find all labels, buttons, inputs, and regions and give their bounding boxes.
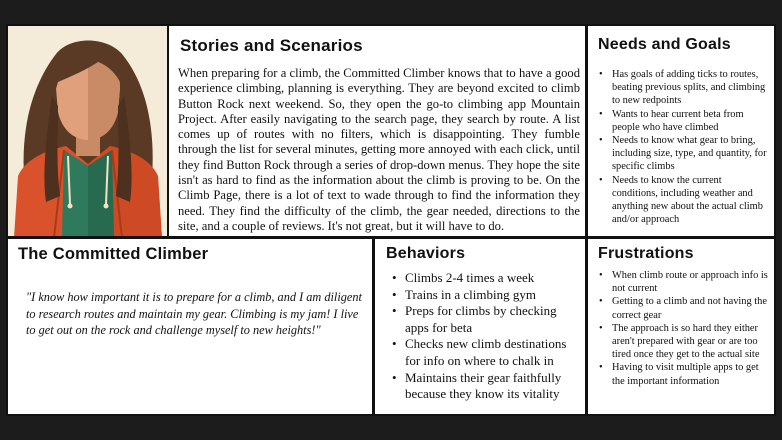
stories-body: When preparing for a climb, the Committed Climber knows that to have a good experience climbing, planning is everything. They are beyond excited to climb Button Rock next weekend. So, they open the go-to climbing app Mountain Project. After easily navigating to the search page, they search by route. A list comes up of routes with no filters, which is disappointing. They fumble through the list for several minutes, getting more annoyed with each click, until they find Button Rock through a series of drop-down menus. They hope the site isn't as hard to find as the information about the climb is proving to be. On the Climb Page, there is a lot of text to wade through to find the information they need. They find the difficulty of the climb, the gear needed, directions to the site, and a couple of reviews. It's not great, but it will have to do. bbox=[178, 66, 580, 233]
stories-panel bbox=[167, 24, 587, 238]
needs-list bbox=[612, 68, 770, 226]
persona-avatar bbox=[8, 26, 168, 238]
needs-panel bbox=[586, 24, 776, 238]
list-item: • When climb route or approach info is not current bbox=[612, 269, 770, 295]
frustrations-title: Frustrations bbox=[598, 245, 694, 262]
persona-panel bbox=[6, 237, 374, 416]
list-item: • Wants to hear current beta from people who have climbed bbox=[612, 108, 770, 134]
list-item: • Maintains their gear faithfully because they know its vitality bbox=[405, 370, 583, 403]
list-item: • Checks new climb destinations for info on where to chalk in bbox=[405, 336, 583, 369]
list-item: • Has goals of adding ticks to routes, beating previous splits, and climbing to new redpoints bbox=[612, 68, 770, 108]
frustrations-panel bbox=[586, 237, 776, 416]
frustrations-list bbox=[612, 269, 770, 388]
stories-title: Stories and Scenarios bbox=[180, 36, 363, 55]
list-item: • Getting to a climb and not having the correct gear bbox=[612, 295, 770, 321]
behaviors-title: Behaviors bbox=[386, 245, 466, 262]
behaviors-list bbox=[405, 270, 583, 403]
behaviors-panel bbox=[373, 237, 587, 416]
portrait-panel bbox=[6, 24, 168, 238]
persona-card bbox=[6, 24, 776, 416]
list-item: • Climbs 2-4 times a week bbox=[405, 270, 583, 287]
list-item: • Preps for climbs by checking apps for beta bbox=[405, 303, 583, 336]
needs-title: Needs and Goals bbox=[598, 36, 731, 53]
list-item: • The approach is so hard they either aren't prepared with gear or are too tired once they get to the actual site bbox=[612, 322, 770, 362]
persona-quote: "I know how important it is to prepare for a climb, and I am diligent to research routes and maintain my gear. Climbing is my jam! I live to get out on the rock and challenge myself to new heights!" bbox=[26, 290, 362, 338]
list-item: • Needs to know what gear to bring, including size, type, and quantity, for specific climbs bbox=[612, 134, 770, 174]
persona-title: The Committed Climber bbox=[18, 245, 209, 263]
list-item: • Having to visit multiple apps to get the important information bbox=[612, 361, 770, 387]
list-item: • Needs to know the current conditions, including weather and anything new about the actual climb and/or approach bbox=[612, 174, 770, 227]
list-item: • Trains in a climbing gym bbox=[405, 287, 583, 304]
